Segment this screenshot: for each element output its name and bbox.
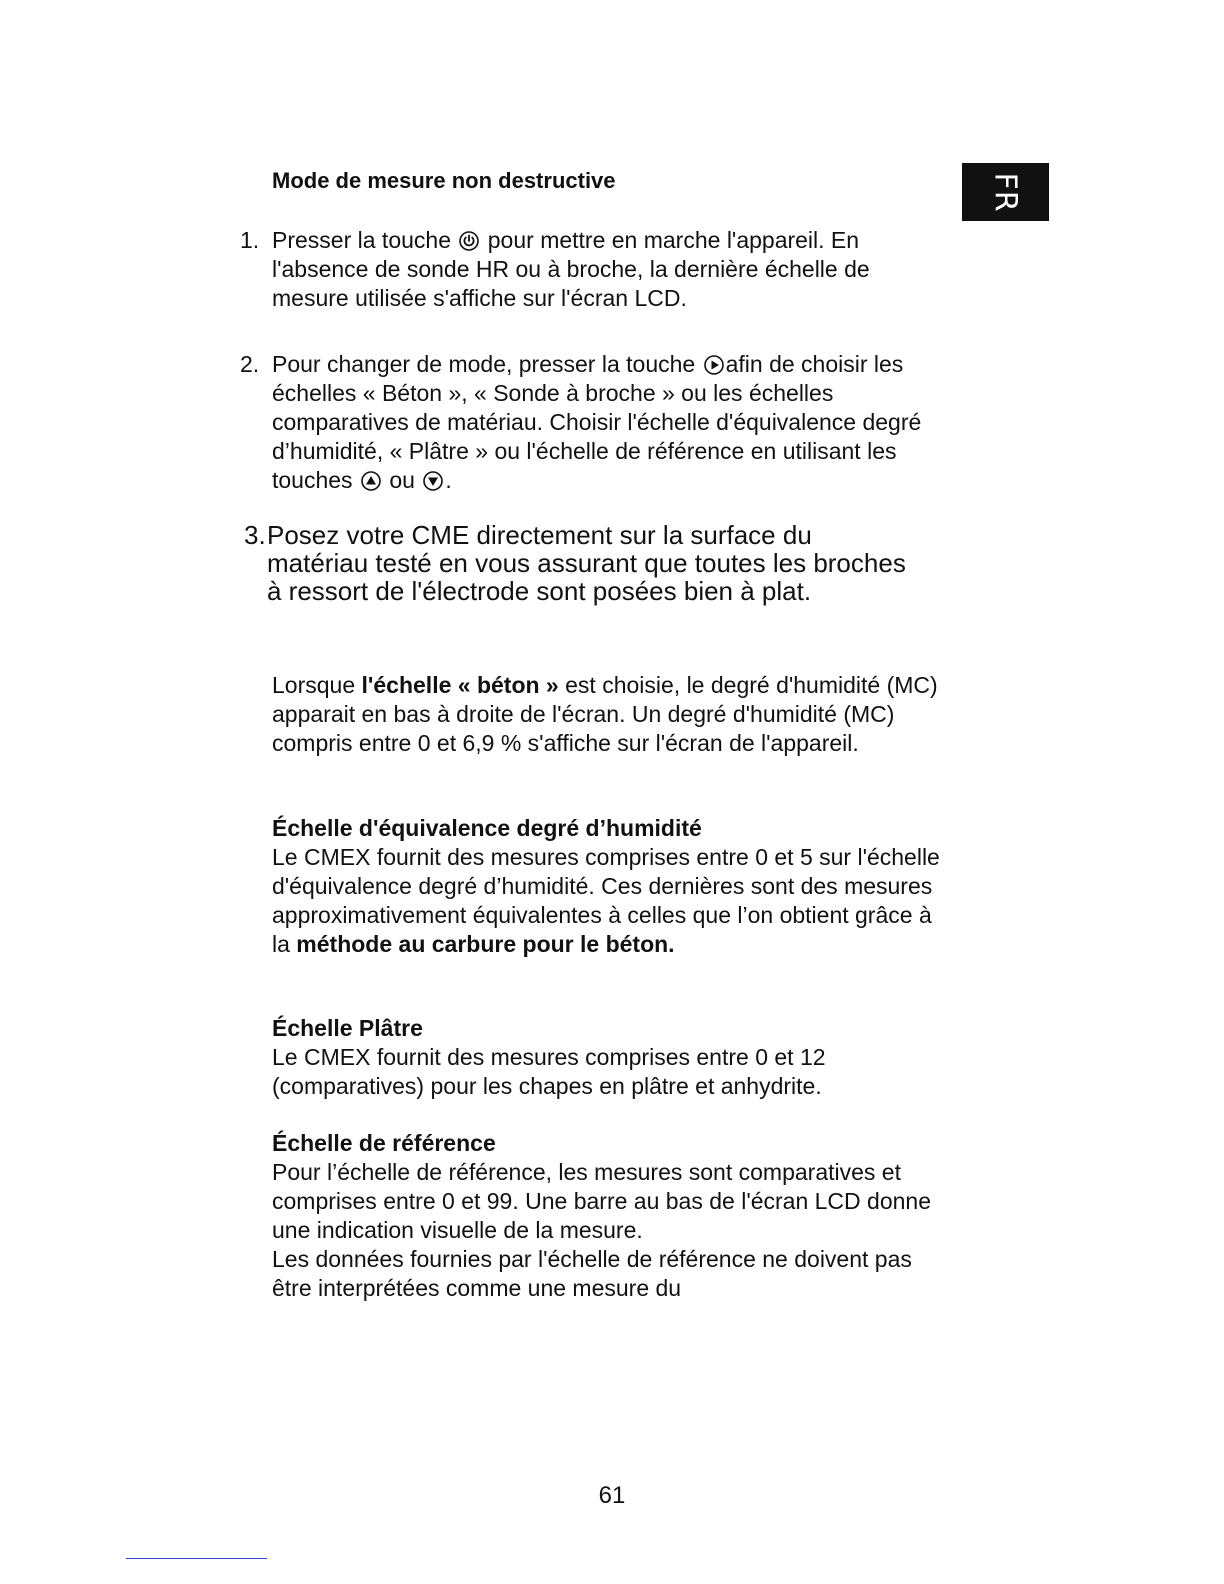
footer-rule [126,1558,267,1559]
beton-text: Lorsque [272,672,356,698]
step-text: pour mettre en marche l'appareil. En l'absence de sonde HR ou à broche, la dernière échelle de mesure utilisée s'affiche sur l'écran LCD. [272,227,870,311]
step-text: afin de choisir les échelles « Béton », « Sonde à broche » ou les échelles comparatives de matériau. Choisir l'échelle d'équivalence degré d’humidité, « Plâtre » ou l'échelle de référence en utilisant les touches [272,351,922,493]
beton-paragraph [272,671,952,758]
step-end: . [445,467,452,493]
step-text: Posez votre CME directement sur la surface du matériau testé en vous assurant que toutes les broches à ressort de l'électrode sont posées bien à plat. [267,520,906,606]
step-text: Presser la touche [272,227,451,253]
section-text: Pour l’échelle de référence, les mesures sont comparatives et comprises entre 0 et 99. Une barre au bas de l'écran LCD donne une indication visuelle de la mesure. [272,1159,931,1243]
beton-text: est choisie, le degré d'humidité (MC) apparait en bas à droite de l'écran. Un degré d'humidité (MC) compris entre 0 et 6,9 % s'affiche sur l'écran de l'appareil. [272,672,938,756]
section-bold: méthode au carbure pour le béton. [296,931,675,957]
section-heading: Échelle d'équivalence degré d’humidité [272,815,702,841]
up-arrow-icon [361,471,381,491]
step-number: 2. [240,351,260,377]
step-text: Pour changer de mode, presser la touche [272,351,696,377]
beton-bold: l'échelle « béton » [361,672,559,698]
page-number: 61 [598,1482,626,1509]
step-number: 1. [240,227,260,253]
down-arrow-icon [423,471,443,491]
reference-section [272,1129,952,1303]
step-number: 3. [244,520,266,550]
power-icon [459,231,479,251]
section-text: Les données fournies par l'échelle de référence ne doivent pas être interprétées comme une mesure du [272,1246,912,1301]
section-text: Le CMEX fournit des mesures comprises entre 0 et 5 sur l'échelle d'équivalence degré d’humidité. Ces dernières sont des mesures approximativement équivalentes à celles que l’on obtient grâce à la [272,844,940,957]
platre-section [272,1014,952,1101]
language-tab-label: FR [987,171,1023,213]
section-heading: Échelle Plâtre [272,1015,423,1041]
equivalence-section [272,814,952,959]
section-title: Mode de mesure non destructive [272,168,616,193]
language-tab [962,163,1049,221]
section-heading: Échelle de référence [272,1130,496,1156]
section-text: Le CMEX fournit des mesures comprises entre 0 et 12 (comparatives) pour les chapes en plâtre et anhydrite. [272,1044,826,1099]
play-icon [704,355,724,375]
step-connector: ou [389,467,415,493]
